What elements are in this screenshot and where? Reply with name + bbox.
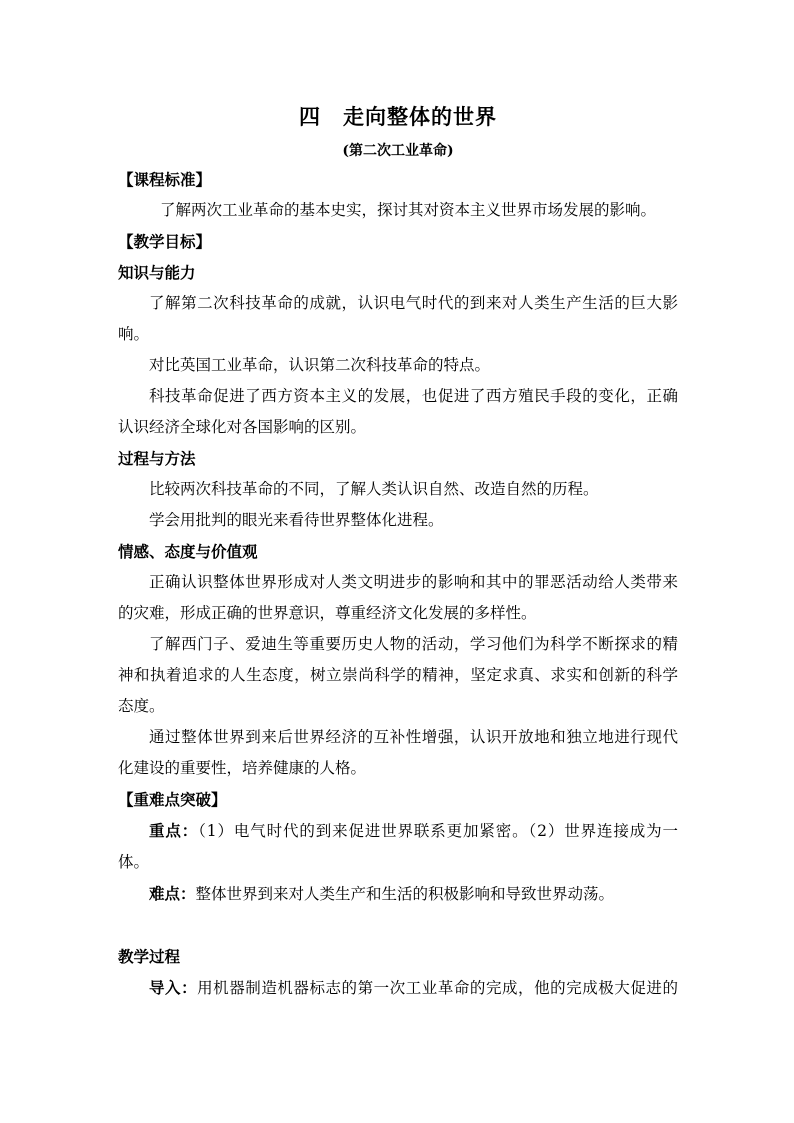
difficult-point-label: 难点： [149,884,196,903]
paragraph-line: 体。 [118,853,150,871]
paragraph-intro [118,972,678,1004]
paragraph-line: 的灾难，形成正确的世界意识，尊重经济文化发展的多样性。 [118,604,537,622]
paragraph-line: 对比英国工业革命，认识第二次科技革命的特点。 [149,356,491,374]
paragraph-line: 了解西门子、爱迪生等重要历史人物的活动，学习他们为科学不断探求的精 [149,635,678,653]
paragraph-line: 比较两次科技革命的不同，了解人类认识自然、改造自然的历程。 [149,480,599,498]
document-page [118,100,678,1004]
document-title: 四 走向整体的世界 [299,104,497,129]
subheading-knowledge-ability: 知识与能力 [118,263,196,282]
paragraph-line: 科技革命促进了西方资本主义的发展，也促进了西方殖民手段的变化，正确 [149,387,678,405]
paragraph-line: 正确认识整体世界形成对人类文明进步的影响和其中的罪恶活动给人类带来 [149,573,678,591]
key-point-text: （1）电气时代的到来促进世界联系更加紧密。（2）世界连接成为一 [198,822,678,840]
section-heading-key-difficult-points: 【重难点突破】 [118,790,227,809]
section-heading-teaching-goals: 【教学目标】 [118,232,212,251]
paragraph-line: 响。 [118,325,150,343]
paragraph-line: 神和执着追求的人生态度，树立崇尚科学的精神，坚定求真、求实和创新的科学 [118,666,678,684]
difficult-point-text: 整体世界到来对人类生产和生活的积极影响和导致世界动荡。 [195,885,615,903]
paragraph-curriculum-standard: 了解两次工业革命的基本史实，探讨其对资本主义世界市场发展的影响。 [160,201,657,219]
paragraph-difficult-point [118,878,678,910]
subheading-process-method: 过程与方法 [118,449,196,468]
subheading-emotion-attitude-values: 情感、态度与价值观 [118,542,258,561]
paragraph-line: 学会用批判的眼光来看待世界整体化进程。 [149,511,444,529]
intro-text: 用机器制造机器标志的第一次工业革命的完成，他的完成极大促进的 [197,979,678,997]
key-point-label: 重点： [149,821,199,840]
paragraph-key-point [118,815,678,847]
document-subtitle: (第二次工业革命) [342,143,454,159]
paragraph-line: 化建设的重要性，培养健康的人格。 [118,759,367,777]
paragraph-line: 了解第二次科技革命的成就，认识电气时代的到来对人类生产生活的巨大影 [149,294,678,312]
section-heading-teaching-process: 教学过程 [118,947,181,966]
paragraph-line: 态度。 [118,697,165,715]
section-heading-curriculum-standard: 【课程标准】 [118,170,212,189]
intro-label: 导入： [149,978,198,997]
blank-line [118,910,678,941]
paragraph-line: 通过整体世界到来后世界经济的互补性增强，认识开放地和独立地进行现代 [149,728,678,746]
paragraph-line: 认识经济全球化对各国影响的区别。 [118,418,367,436]
